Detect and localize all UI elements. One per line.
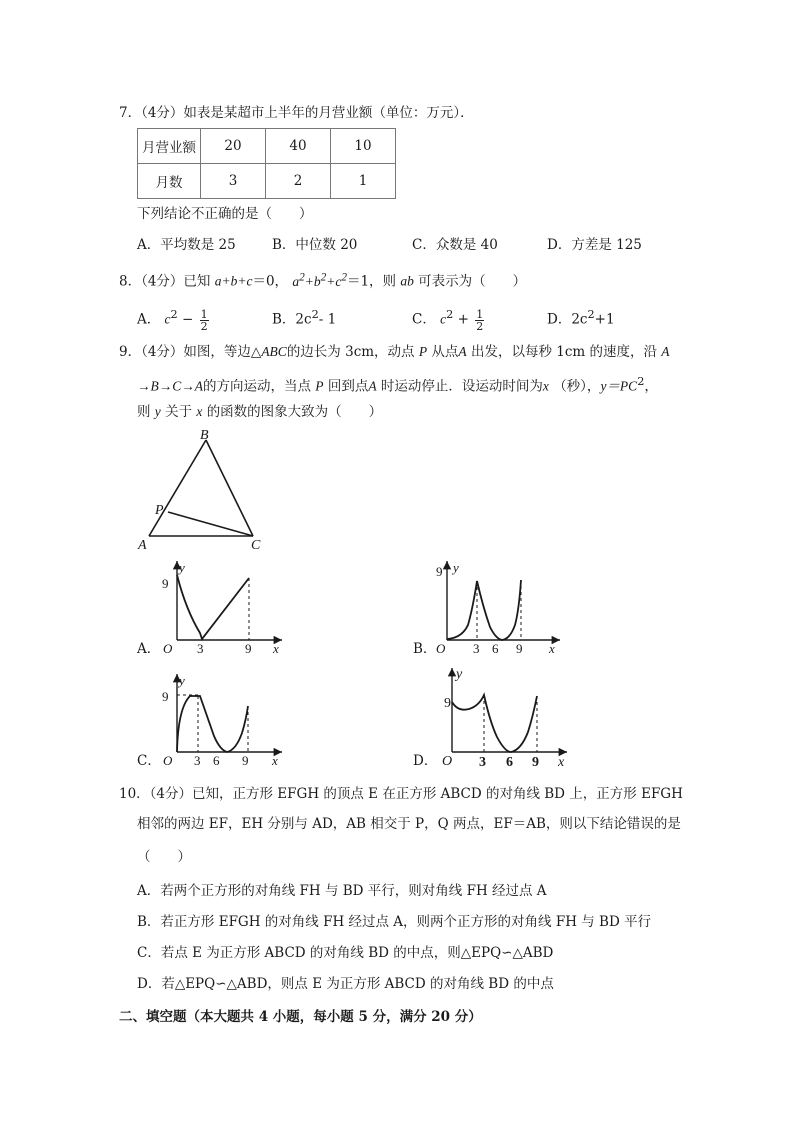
q9-graph-d[interactable] xyxy=(427,662,577,768)
q8-option-b[interactable]: B．$2c^2-$ 1 xyxy=(272,308,337,328)
text: P xyxy=(315,378,324,394)
q9-graph-c[interactable] xyxy=(150,668,290,768)
tick-label: 3 xyxy=(197,641,204,655)
text: A xyxy=(458,344,467,359)
text: 的方向运动，当点 xyxy=(203,378,311,395)
tick-label-nine: 9 xyxy=(162,689,169,704)
q8-option-d[interactable]: D．$2c^2+1$ xyxy=(547,308,615,328)
text: ABC xyxy=(261,344,287,359)
table-cell: 10 xyxy=(331,129,396,164)
q7-option-c[interactable]: C．众数是 40 xyxy=(412,237,498,253)
table-cell: 月数 xyxy=(138,164,201,199)
text: 的函数的图象大致为（ ） xyxy=(206,404,383,420)
q7-table xyxy=(137,128,396,199)
graph-curve xyxy=(177,575,249,639)
option-label: C． xyxy=(412,311,436,328)
text: 9．（4分）如图，等边△ xyxy=(119,344,262,360)
table-cell: 20 xyxy=(201,129,266,164)
option-label: A． xyxy=(137,311,161,328)
text: 出发，以每秒 1cm 的速度，沿 xyxy=(470,344,657,360)
q9-graph-a[interactable] xyxy=(150,555,290,655)
table-cell: 3 xyxy=(201,164,266,199)
tick-label: 9 xyxy=(245,641,252,655)
table-cell: 2 xyxy=(266,164,331,199)
triangle-figure xyxy=(130,425,280,555)
q8-option-a[interactable]: A． $c^2$ − $\frac{1}{2}$ xyxy=(137,307,208,333)
tick-label: 6 xyxy=(213,753,220,768)
q8-eq1-tail: ＝0， xyxy=(252,273,289,290)
vertex-b-label: B xyxy=(200,428,209,443)
q7-option-a[interactable]: A．平均数是 25 xyxy=(137,237,236,253)
q7-option-d[interactable]: D．方差是 125 xyxy=(547,237,642,253)
vertex-c-label: C xyxy=(251,538,261,553)
fraction-numerator: 1 xyxy=(476,307,484,321)
fraction-one-half xyxy=(200,309,209,332)
q8-stem-tail: 可表示为（ ） xyxy=(418,273,527,290)
table-cell: 1 xyxy=(331,164,396,199)
fraction-denominator: 2 xyxy=(200,319,208,333)
text: x xyxy=(542,378,549,394)
x-axis-label: x xyxy=(272,753,278,768)
q7-stem: 7．（4分）如表是某超市上半年的月营业额（单位：万元）． xyxy=(119,105,474,121)
option-expr: B．2c xyxy=(272,311,312,328)
tick-label-nine: 9 xyxy=(444,696,451,711)
tick-label: 9 xyxy=(242,753,249,768)
y-axis-label: y xyxy=(179,673,185,688)
tick-label: 9 xyxy=(532,755,539,768)
q9-option-d-label[interactable]: D． xyxy=(413,753,438,769)
tick-label: 6 xyxy=(506,755,513,768)
origin-label: O xyxy=(442,754,453,768)
tick-label: 3 xyxy=(473,641,480,655)
q10-option-c[interactable]: C．若点 E 为正方形 ABCD 的对角线 BD 的中点，则△EPQ∽△ABD xyxy=(137,945,554,961)
q8-stem xyxy=(119,268,526,291)
option-tail: - 1 xyxy=(318,311,337,328)
text: （秒）， xyxy=(553,378,601,395)
q9-line2: →B→C→A的方向运动，当点 P 回到点A 时运动停止．设运动时间为x （秒），$y=PC^2$， xyxy=(137,375,658,395)
q8-eq2: $a^2+b^2+c^2$ xyxy=(292,271,347,289)
q8-ab: ab xyxy=(400,273,414,289)
origin-label: O xyxy=(163,641,173,655)
q8-option-c[interactable]: C． $c^2$ + $\frac{1}{2}$ xyxy=(412,307,484,333)
text: A xyxy=(661,344,670,359)
segment-pc xyxy=(168,512,253,536)
option-expr: c xyxy=(164,311,171,327)
q9-graph-b[interactable] xyxy=(427,555,567,655)
graph-curve xyxy=(452,695,537,752)
text: y xyxy=(600,378,607,394)
graph-curve xyxy=(447,580,521,640)
table-cell: 月营业额 xyxy=(138,129,201,164)
x-axis-label: x xyxy=(558,755,565,768)
tick-label: 9 xyxy=(516,641,523,655)
q10-option-d[interactable]: D．若△EPQ∽△ABD，则点 E 为正方形 ABCD 的对角线 BD 的中点 xyxy=(137,976,554,992)
tick-label: 6 xyxy=(492,641,499,655)
y-axis-label: y xyxy=(453,560,459,575)
text: ， xyxy=(644,378,658,395)
option-tail: +1 xyxy=(594,311,615,328)
text: 的边长为 3cm，动点 xyxy=(286,344,415,360)
q9-option-b-label[interactable]: B． xyxy=(413,641,437,657)
plus-sign: + xyxy=(457,311,469,328)
point-p-label: P xyxy=(155,503,164,518)
y-axis-label: y xyxy=(179,560,185,575)
text: 回到点 xyxy=(327,378,369,395)
tick-label: 3 xyxy=(194,753,201,768)
y-axis-label: y xyxy=(456,667,463,682)
text: y xyxy=(154,404,161,419)
origin-label: O xyxy=(436,641,446,655)
text: x xyxy=(196,404,203,419)
minus-sign: − xyxy=(182,311,194,328)
q8-eq1: a+b+c xyxy=(214,273,253,289)
tick-label-nine: 9 xyxy=(162,576,169,591)
q8-stem-mid: ，则 xyxy=(369,273,397,290)
text: 时运动停止．设运动时间为 xyxy=(380,378,543,395)
text: 从点 xyxy=(431,344,459,360)
q9-line3 xyxy=(137,403,382,421)
option-expr: c xyxy=(440,311,447,327)
table-cell: 40 xyxy=(266,129,331,164)
q10-line2: 相邻的两边 EF，EH 分别与 AD，AB 相交于 P，Q 两点，EF＝AB，则以下结论错误的是 xyxy=(137,816,681,832)
text: ＝PC xyxy=(606,378,638,394)
origin-label: O xyxy=(163,753,173,768)
text: →B→C→A xyxy=(137,378,203,394)
tick-label: 3 xyxy=(479,755,486,768)
x-axis-label: x xyxy=(549,641,555,655)
text: A xyxy=(368,378,377,394)
q10-option-a[interactable]: A．若两个正方形的对角线 FH 与 BD 平行，则对角线 FH 经过点 A xyxy=(137,883,547,899)
fraction-one-half xyxy=(475,309,484,332)
q7-ask: 下列结论不正确的是（ ） xyxy=(137,206,313,222)
q10-line3: （ ） xyxy=(137,849,191,865)
table-row xyxy=(138,129,396,164)
q7-option-b[interactable]: B．中位数 20 xyxy=(272,237,358,253)
text: P xyxy=(418,344,428,359)
fraction-numerator: 1 xyxy=(200,307,208,321)
text: 则 xyxy=(137,404,151,420)
vertex-a-label: A xyxy=(138,538,147,553)
q8-eq2-tail: ＝1 xyxy=(346,273,370,290)
q9-option-c-label[interactable]: C． xyxy=(137,753,161,769)
side-bc xyxy=(206,440,253,536)
text: 关于 xyxy=(165,404,193,420)
option-expr: D．2c xyxy=(547,311,588,328)
x-axis-label: x xyxy=(273,641,279,655)
tick-label-nine: 9 xyxy=(436,564,443,579)
q10-option-b[interactable]: B．若正方形 EFGH 的对角线 FH 经过点 A，则两个正方形的对角线 FH 与 BD 平行 xyxy=(137,914,652,930)
fraction-denominator: 2 xyxy=(476,319,484,333)
table-row xyxy=(138,164,396,199)
section-heading: 二、填空题（本大题共 4 小题，每小题 5 分，满分 20 分） xyxy=(119,1009,482,1025)
q10-line1: 10．（4分）已知，正方形 EFGH 的顶点 E 在正方形 ABCD 的对角线 BD 上，正方形 EFGH xyxy=(119,786,683,802)
q9-option-a-label[interactable]: A． xyxy=(137,641,161,657)
side-ab xyxy=(149,440,206,536)
graph-curve xyxy=(177,696,248,752)
q9-line1 xyxy=(119,343,670,361)
q8-stem-prefix: 8．（4分）已知 xyxy=(119,273,211,290)
